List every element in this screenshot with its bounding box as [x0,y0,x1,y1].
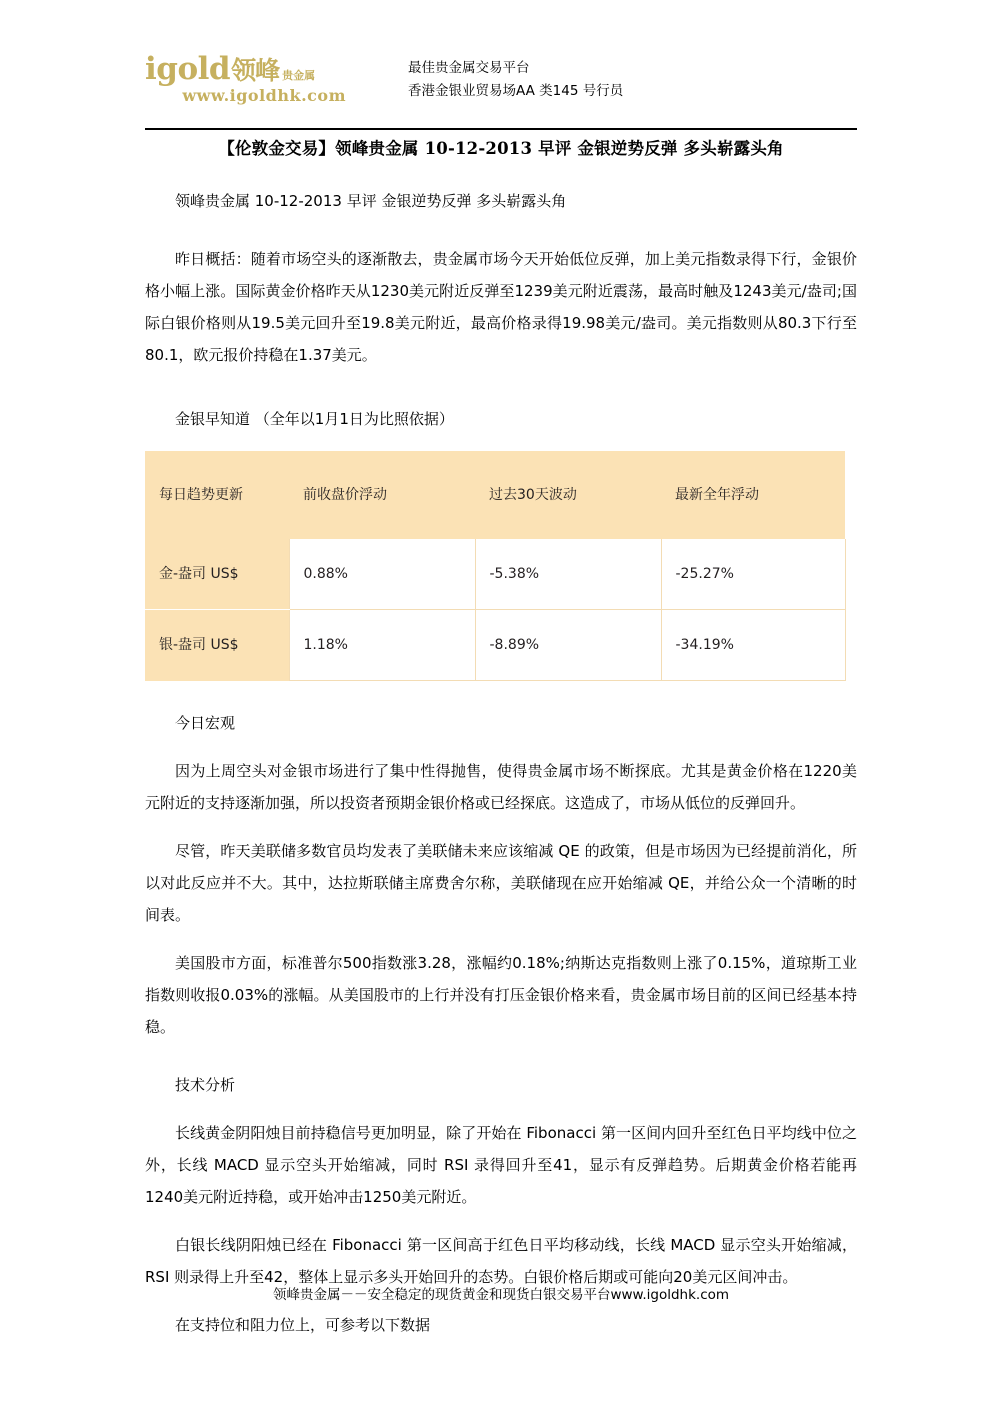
paragraph-technical-1: 长线黄金阴阳烛目前持稳信号更加明显，除了开始在 Fibonacci 第一区间内回升至红色日平均线中位之外，长线 MACD 显示空头开始缩减，同时 RSI 录得回升至41，显示有反弹趋势。后期黄金价格若能再1240美元附近持稳，或开始冲击1250美元附近。 [145,1124,857,1206]
table-cell-silver-ytd: -34.19% [661,610,845,681]
daily-trend-table [145,451,846,681]
table-row [145,610,845,681]
section-heading-macro: 今日宏观 [175,714,236,732]
header-divider [145,128,857,130]
table-row-label-gold: 金-盎司 US$ [145,539,289,610]
logo-chinese-subtext: 贵金属 [282,69,316,82]
page-title: 【伦敦金交易】领峰贵金属 10-12-2013 早评 金银逆势反弹 多头崭露头角 [218,139,784,158]
logo-chinese-text: 领峰 [231,56,280,85]
tagline-line-1: 最佳贵金属交易平台 [408,60,530,76]
page-footer: 领峰贵金属－－安全稳定的现货黄金和现货白银交易平台www.igoldhk.com [272,1287,730,1303]
table-row-label-silver: 银-盎司 US$ [145,610,289,681]
paragraph-macro-1: 因为上周空头对金银市场进行了集中性得抛售，使得贵金属市场不断探底。尤其是黄金价格在1220美元附近的支持逐渐加强，所以投资者预期金银价格或已经探底。这造成了，市场从低位的反弹回升。 [145,762,857,812]
masthead [145,52,857,114]
table-row [145,539,845,610]
article-subtitle: 领峰贵金属 10-12-2013 早评 金银逆势反弹 多头崭露头角 [175,192,567,210]
article-body [145,185,857,1341]
table-cell-gold-ytd: -25.27% [661,539,845,610]
table-header-cell-3: 最新全年浮动 [661,451,845,539]
logo-latin-text: igold [145,51,231,87]
paragraph-technical-3: 在支持位和阻力位上，可参考以下数据 [175,1316,431,1334]
logo-website-text: www.igoldhk.com [182,86,346,105]
table-cell-gold-30day: -5.38% [475,539,661,610]
paragraph-technical-2: 白银长线阴阳烛已经在 Fibonacci 第一区间高于红色日平均移动线，长线 MACD 显示空头开始缩减，RSI 则录得上升至42，整体上显示多头开始回升的态势。白银价格后期或可能向20美元区间冲击。 [145,1236,857,1286]
tagline-line-2: 香港金银业贸易场AA 类145 号行员 [408,83,624,99]
section-heading-technical: 技术分析 [175,1076,236,1094]
paragraph-macro-3: 美国股市方面，标准普尔500指数涨3.28，涨幅约0.18%;纳斯达克指数则上涨了0.15%，道琼斯工业指数则收报0.03%的涨幅。从美国股市的上行并没有打压金银价格来看，贵金属市场目前的区间已经基本持稳。 [145,954,857,1036]
site-logo [145,52,350,105]
table-header-cell-0: 每日趋势更新 [145,451,289,539]
table-cell-gold-prev-close: 0.88% [289,539,475,610]
logo-wordmark [145,51,350,87]
paragraph-macro-2: 尽管，昨天美联储多数官员均发表了美联储未来应该缩减 QE 的政策，但是市场因为已经提前消化，所以对此反应并不大。其中，达拉斯联储主席费舍尔称，美联储现在应开始缩减 QE，并给公众一个清晰的时间表。 [145,842,857,924]
table-header-cell-1: 前收盘价浮动 [289,451,475,539]
table-cell-silver-prev-close: 1.18% [289,610,475,681]
table-header-row [145,451,845,539]
table-cell-silver-30day: -8.89% [475,610,661,681]
table-header-cell-2: 过去30天波动 [475,451,661,539]
masthead-tagline [408,52,623,103]
table-caption: 金银早知道 （全年以1月1日为比照依据） [175,410,454,428]
paragraph-summary: 昨日概括：随着市场空头的逐渐散去，贵金属市场今天开始低位反弹，加上美元指数录得下行，金银价格小幅上涨。国际黄金价格昨天从1230美元附近反弹至1239美元附近震荡，最高时触及1243美元/盎司;国际白银价格则从19.5美元回升至19.8美元附近，最高价格录得19.98美元/盎司。美元指数则从80.3下行至80.1，欧元报价持稳在1.37美元。 [145,250,857,364]
